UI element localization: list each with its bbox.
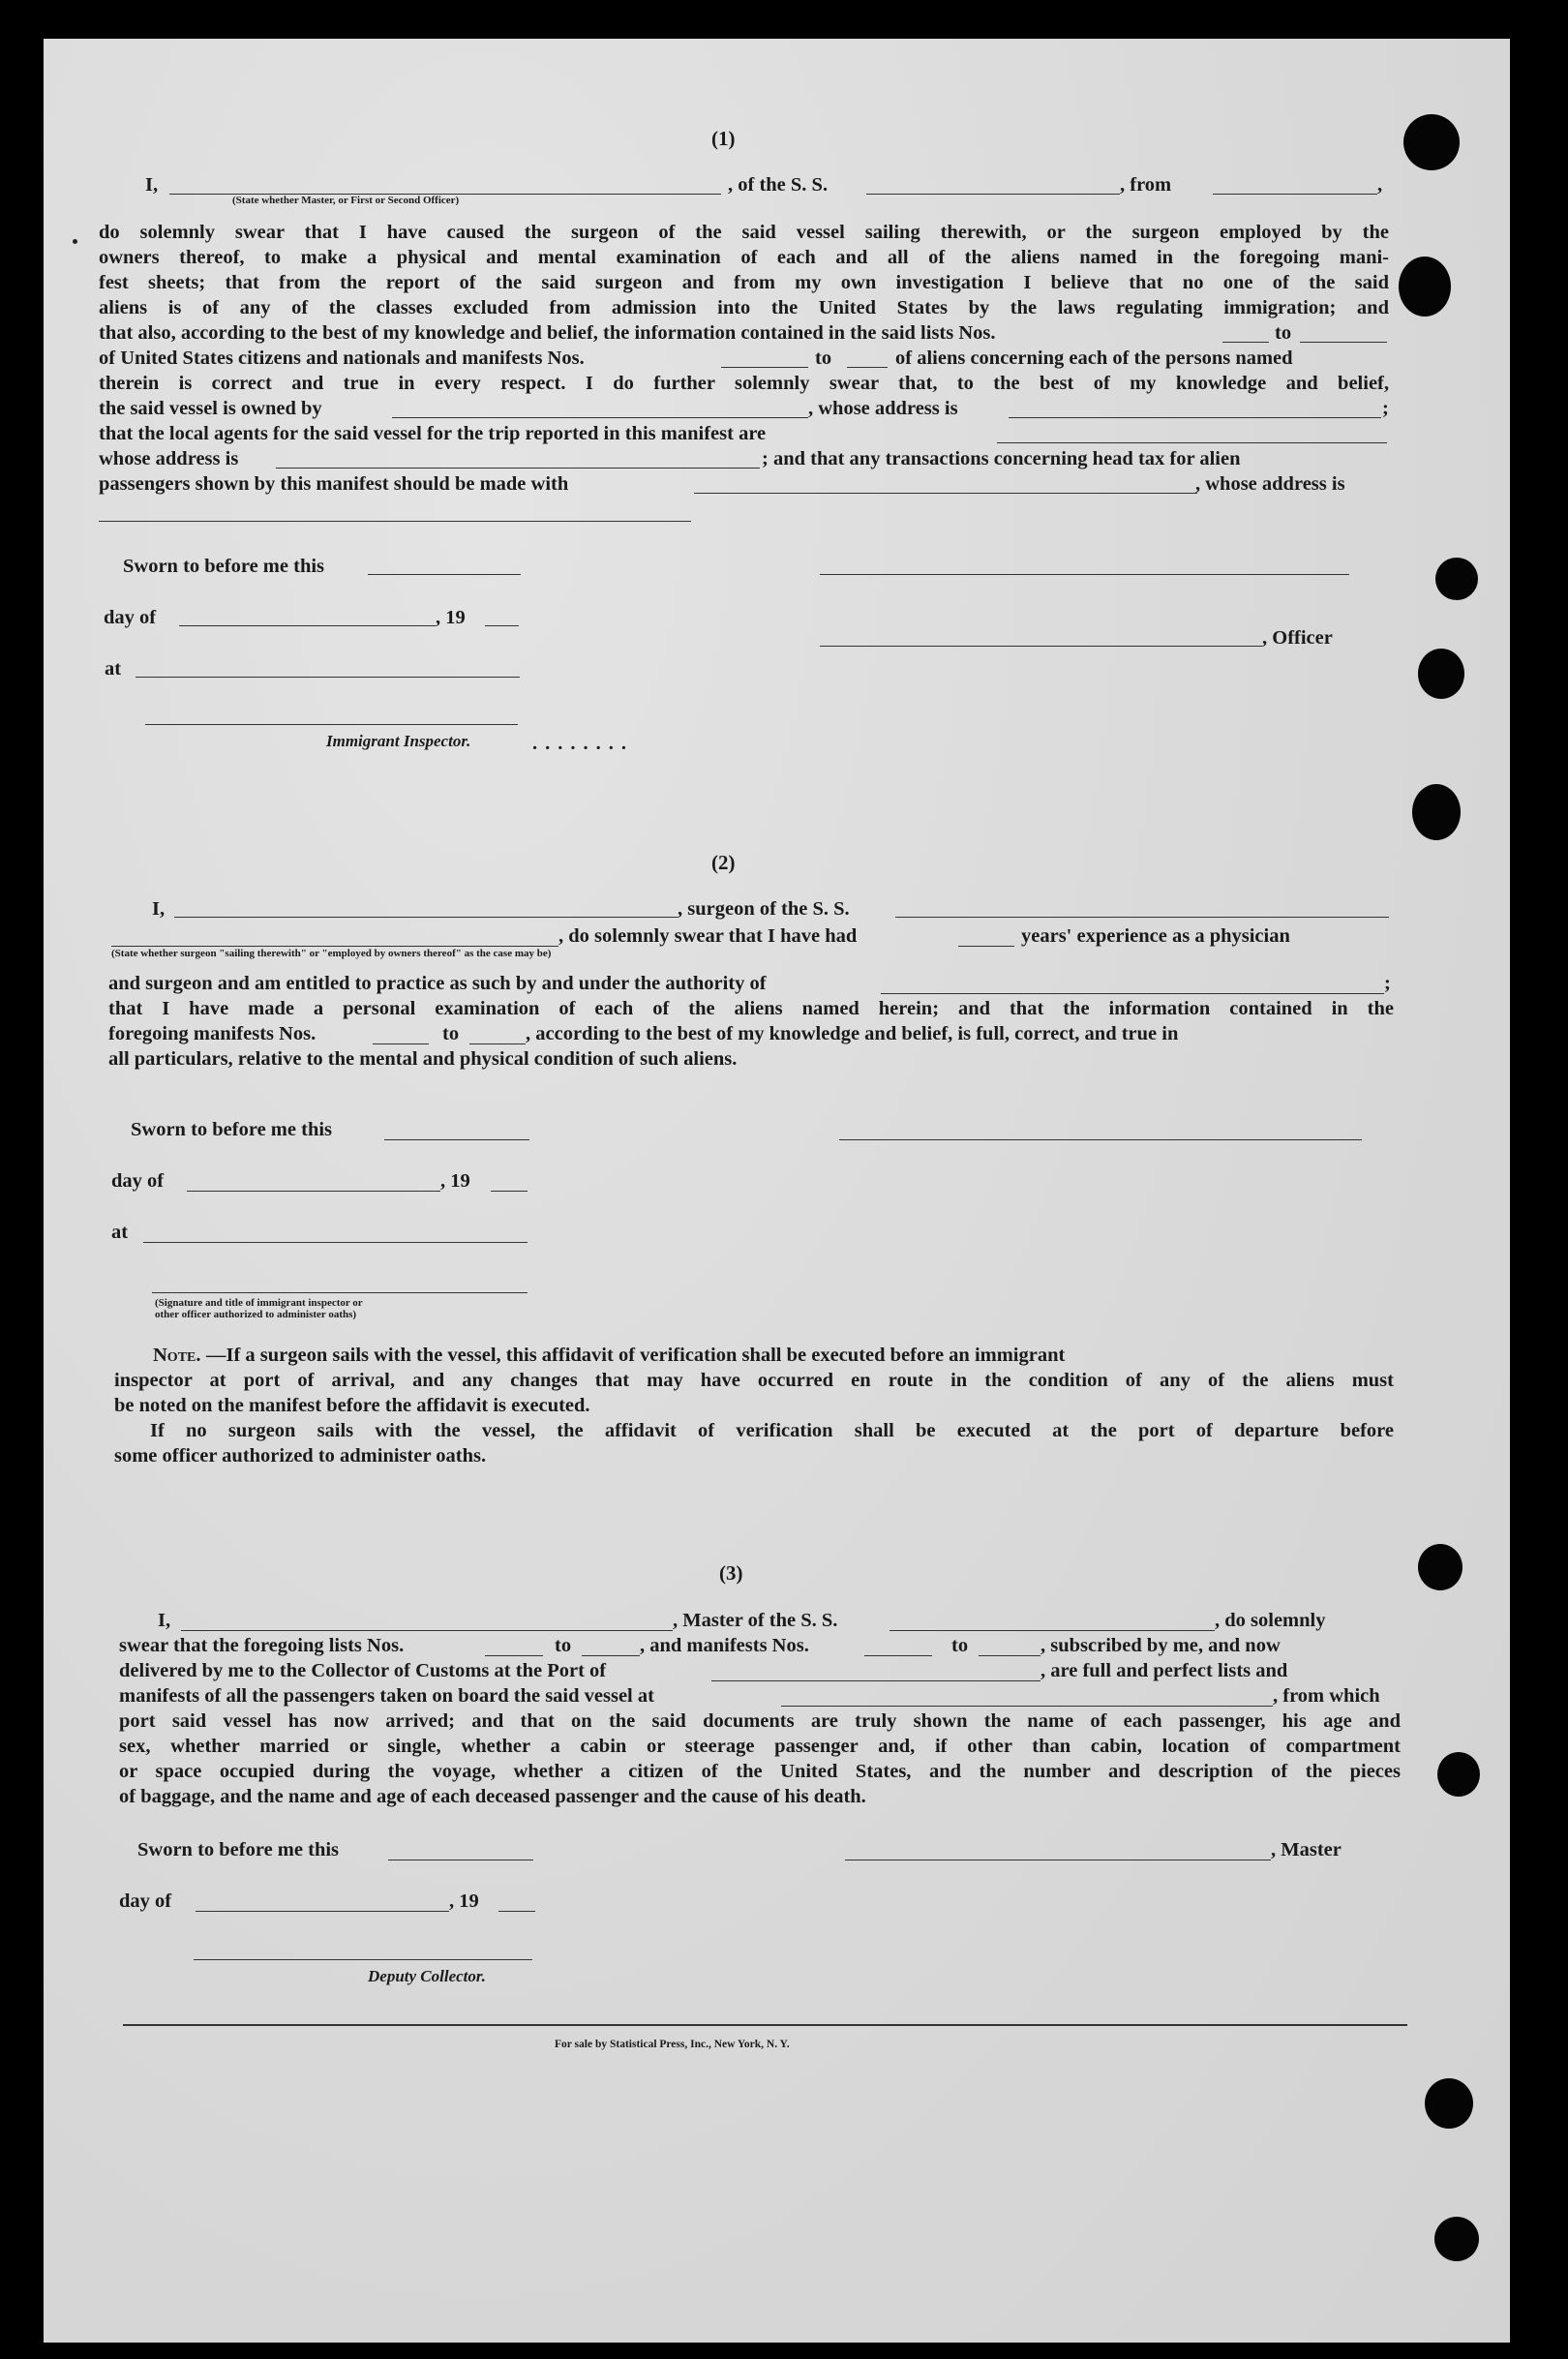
blank-line[interactable] [174,917,678,918]
sec3-para-line: sex, whether married or single, whether a cabin or steerage passenger and, if other than cabin, location of compartment [119,1736,1401,1757]
manifest-verification-form [44,39,1510,2343]
sec2-para-line: that I have made a personal examination of each of the aliens named herein; and that the information contained in the [108,998,1394,1019]
sec1-comma: , [1377,174,1383,196]
sec3-master-of: , Master of the S. S. [673,1610,838,1631]
blank-line[interactable] [276,468,760,469]
sec2-surgeon-of: , surgeon of the S. S. [678,898,850,920]
sec3-to: to [555,1635,572,1656]
signature-line[interactable] [820,646,1262,647]
note-line: some officer authorized to administer oaths. [114,1445,487,1467]
blank-line[interactable] [368,574,521,575]
section-3-number: (3) [719,1561,743,1585]
blank-line[interactable] [491,1191,528,1192]
footer-rule [123,2024,1407,2026]
sec3-para-line: or space occupied during the voyage, whether a citizen of the United States, and the number and description of the pieces [119,1761,1401,1782]
blank-line[interactable] [890,1630,1215,1631]
sec2-sig-caption: (Signature and title of immigrant inspector or [155,1297,363,1309]
binder-hole [1418,1544,1462,1590]
sec1-at: at [105,658,122,680]
sec3-day-of: day of [119,1890,172,1912]
blank-line[interactable] [179,625,436,626]
sec1-para-line: do solemnly swear that I have caused the surgeon of the said vessel sailing therewith, or the surgeon employed by the [99,222,1389,243]
blank-line[interactable] [895,917,1389,918]
sec2-day-of: day of [111,1170,165,1192]
sec1-para-line: , whose address is [808,398,958,419]
sec1-i: I, [145,174,159,196]
sec1-sworn: Sworn to before me this [123,556,325,577]
sec3-solemnly: , do solemnly [1215,1610,1326,1631]
signature-line[interactable] [152,1292,528,1293]
sec2-at: at [111,1222,129,1243]
sec1-day-of: day of [104,607,157,628]
blank-line[interactable] [469,1043,526,1044]
sec1-year: , 19 [436,607,466,628]
sec1-from: , from [1120,174,1172,196]
sec2-year: , 19 [440,1170,470,1192]
sec1-para-line: fest sheets; that from the report of the said surgeon and from my own investigation I believe that no one of the said [99,272,1389,293]
sec1-para-line: therein is correct and true in every respect. I do further solemnly swear that, to the best of my knowledge and belief, [99,373,1389,394]
sec3-para-line: , subscribed by me, and now [1040,1635,1281,1656]
sec1-to: to [815,348,832,369]
note-label: Note. [153,1345,201,1366]
sec3-year: , 19 [449,1890,479,1912]
sec1-to: to [1275,322,1292,344]
sec1-para-line: of aliens concerning each of the persons named [895,348,1293,369]
sec1-inspector-caption: Immigrant Inspector. [326,732,471,750]
sec3-para-line: swear that the foregoing lists Nos. [119,1635,405,1656]
blank-line[interactable] [694,493,1197,494]
blank-line[interactable] [1222,342,1269,343]
blank-line[interactable] [958,946,1014,947]
binder-hole [1399,257,1451,317]
blank-line[interactable] [979,1655,1040,1656]
sec2-to: to [442,1023,460,1044]
blank-line[interactable] [485,1655,543,1656]
sec3-para-line: , from which [1273,1685,1380,1707]
blank-line[interactable] [485,625,519,626]
sec3-para-line: , are full and perfect lists and [1040,1660,1288,1681]
binder-hole [1403,114,1460,170]
sec1-para-line: , whose address is [1195,473,1345,495]
sec3-sworn: Sworn to before me this [137,1839,340,1860]
note-line: —If a surgeon sails with the vessel, this affidavit of verification shall be executed before an immigrant [206,1345,1066,1366]
blank-line[interactable] [1009,417,1381,418]
sec1-para-line: of United States citizens and nationals and manifests Nos. [99,348,585,369]
sec2-para-line: foregoing manifests Nos. [108,1023,317,1044]
sec2-para-line: , according to the best of my knowledge and belief, is full, correct, and true in [526,1023,1179,1044]
blank-line[interactable] [392,417,808,418]
blank-line[interactable] [99,521,691,522]
signature-line[interactable] [194,1959,532,1960]
binder-hole [1437,1752,1480,1797]
blank-line[interactable] [498,1911,535,1912]
blank-line[interactable] [1213,194,1377,195]
sec2-hint: (State whether surgeon "sailing therewith" or "employed by owners thereof" as the case may be) [111,948,552,959]
sec1-para-line: aliens is of any of the classes excluded from admission into the United States by the laws regulating immigration; and [99,297,1389,318]
sec2-sworn: Sworn to before me this [131,1119,333,1140]
blank-line[interactable] [181,1630,673,1631]
blank-line[interactable] [196,1911,449,1912]
sec1-semicolon: ; [1382,398,1389,419]
sec1-officer: , Officer [1262,627,1333,649]
blank-line[interactable] [847,367,888,368]
sec1-para-line: that also, according to the best of my knowledge and belief, the information contained in the said lists Nos. [99,322,996,344]
sec1-para-line: that the local agents for the said vessel for the trip reported in this manifest are [99,423,767,444]
sec3-para-line: delivered by me to the Collector of Customs at the Port of [119,1660,607,1681]
binder-hole [1412,784,1461,840]
binder-hole [1425,2078,1473,2129]
binder-hole [1418,649,1464,699]
sec2-swear: , do solemnly swear that I have had [558,925,858,947]
sec2-para-line: all particulars, relative to the mental and physical condition of such aliens. [108,1048,738,1070]
sec1-para-line: whose address is [99,448,239,469]
blank-line[interactable] [582,1655,640,1656]
sec1-para-line: owners thereof, to make a physical and mental examination of each and all of the aliens named in the foregoing mani- [99,247,1389,268]
signature-line[interactable] [839,1139,1362,1140]
blank-line[interactable] [721,367,808,368]
sec1-hint: (State whether Master, or First or Second Officer) [232,195,460,206]
section-1-number: (1) [711,127,736,150]
sec3-master: , Master [1271,1839,1342,1860]
sec3-to: to [951,1635,969,1656]
sec3-para-line: , and manifests Nos. [640,1635,809,1656]
margin-dot [73,239,77,244]
blank-line[interactable] [711,1680,1040,1681]
printer-imprint: For sale by Statistical Press, Inc., New York, N. Y. [555,2039,790,2050]
blank-line[interactable] [187,1191,440,1192]
signature-line[interactable] [145,724,518,725]
dotted-leader: ........ [532,733,634,754]
signature-line[interactable] [820,574,1349,575]
note-line: be noted on the manifest before the affidavit is executed. [114,1395,590,1416]
blank-line[interactable] [143,1242,528,1243]
sec1-para-line: the said vessel is owned by [99,398,322,419]
binder-hole [1434,2217,1479,2261]
sec1-para-line: ; and that any transactions concerning head tax for alien [762,448,1241,469]
binder-hole [1435,558,1478,600]
note-line: If no surgeon sails with the vessel, the affidavit of verification shall be executed at the port of departure before [150,1420,1394,1441]
sec3-para-line: of baggage, and the name and age of each deceased passenger and the cause of his death. [119,1786,866,1807]
blank-line[interactable] [864,1655,932,1656]
section-2-number: (2) [711,851,736,874]
note-line: inspector at port of arrival, and any changes that may have occurred en route in the condition of any of the aliens must [114,1370,1394,1391]
sec2-semicolon: ; [1384,973,1391,994]
sec2-sig-caption: other officer authorized to administer oaths) [155,1309,357,1320]
blank-line[interactable] [781,1706,1273,1707]
blank-line[interactable] [866,194,1120,195]
sec3-para-line: port said vessel has now arrived; and that on the said documents are truly shown the name of each passenger, his age and [119,1710,1401,1732]
sec1-para-line: passengers shown by this manifest should be made with [99,473,569,495]
sec3-collector-caption: Deputy Collector. [368,1967,486,1985]
sec3-para-line: manifests of all the passengers taken on board the said vessel at [119,1685,654,1707]
sec1-of-ss: , of the S. S. [728,174,829,196]
blank-line[interactable] [111,946,558,947]
sec2-swear: years' experience as a physician [1021,925,1290,947]
blank-line[interactable] [384,1139,529,1140]
sec2-para-line: and surgeon and am entitled to practice as such by and under the authority of [108,973,767,994]
sec3-i: I, [158,1610,171,1631]
blank-line[interactable] [136,677,520,678]
blank-line[interactable] [881,993,1384,994]
sec2-i: I, [152,898,166,920]
blank-line[interactable] [1300,342,1387,343]
blank-line[interactable] [373,1043,429,1044]
blank-line[interactable] [997,442,1387,443]
